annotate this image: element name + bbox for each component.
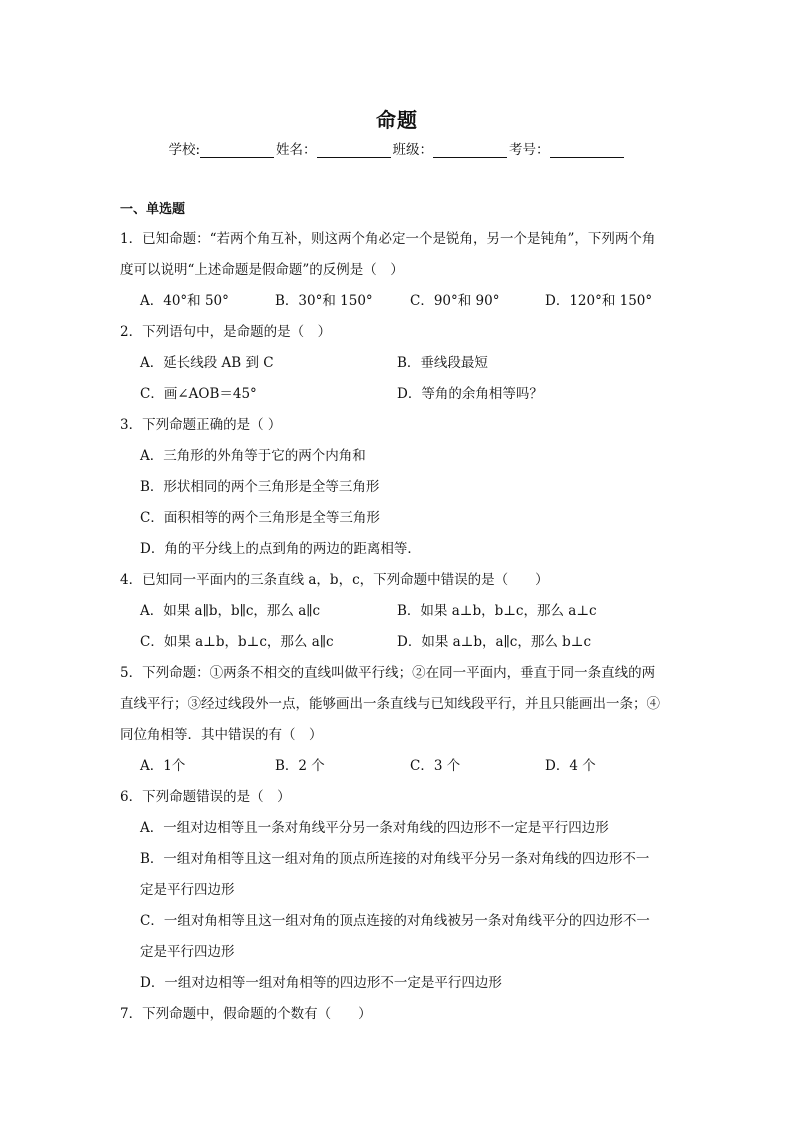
name-blank[interactable]: [317, 143, 391, 158]
q5-option-b[interactable]: B．2 个: [275, 758, 325, 774]
q1-option-d[interactable]: D．120°和 150°: [545, 293, 653, 309]
q5-option-a[interactable]: A．1个: [140, 758, 186, 774]
section-heading: 一、单选题: [120, 202, 186, 217]
q4-stem: 4．已知同一平面内的三条直线 a，b，c，下列命题中错误的是（ ）: [120, 572, 549, 588]
q1-option-b[interactable]: B．30°和 150°: [275, 293, 373, 309]
number-field[interactable]: [509, 138, 626, 158]
q4-option-b[interactable]: B．如果 a⊥b，b⊥c，那么 a⊥c: [397, 603, 597, 619]
q1-option-c[interactable]: C．90°和 90°: [410, 293, 500, 309]
q6-option-b-cont: 定是平行四边形: [140, 882, 235, 898]
q3-stem: 3．下列命题正确的是（ ）: [120, 417, 282, 433]
q3-option-a[interactable]: A．三角形的外角等于它的两个内角和: [140, 448, 366, 464]
q2-options-row1: [120, 348, 680, 379]
q5-stem-line3: 同位角相等．其中错误的有（ ）: [120, 727, 323, 743]
class-blank[interactable]: [433, 143, 507, 158]
q6-option-c-cont: 定是平行四边形: [140, 944, 235, 960]
q1-stem-line1: 1．已知命题：“若两个角互补，则这两个角必定一个是锐角，另一个是钝角”，下列两个角: [120, 231, 656, 247]
questions: [120, 196, 680, 1030]
q6-option-d[interactable]: D．一组对边相等一组对角相等的四边形不一定是平行四边形: [140, 975, 502, 991]
q4-option-c[interactable]: C．如果 a⊥b，b⊥c，那么 a∥c: [140, 634, 334, 650]
q2-option-b[interactable]: B．垂线段最短: [397, 355, 488, 371]
q6-option-a[interactable]: A．一组对边相等且一条对角线平分另一条对角线的四边形不一定是平行四边形: [140, 820, 609, 836]
name-field[interactable]: [276, 138, 393, 158]
number-blank[interactable]: [550, 143, 624, 158]
q2-option-a[interactable]: A．延长线段 AB 到 C: [140, 355, 274, 371]
q2-options-row2: [120, 379, 680, 410]
q3-option-c[interactable]: C．面积相等的两个三角形是全等三角形: [140, 510, 380, 526]
q2-option-c[interactable]: C．画∠AOB＝45°: [140, 386, 257, 402]
q3-option-d[interactable]: D．角的平分线上的点到角的两边的距离相等．: [140, 541, 421, 557]
q1-stem-line2: 度可以说明“上述命题是假命题”的反例是（ ）: [120, 262, 404, 278]
q6-option-c[interactable]: C．一组对角相等且这一组对角的顶点连接的对角线被另一条对角线平分的四边形不一: [140, 913, 650, 929]
student-info-row: [0, 138, 794, 158]
q7-stem: 7．下列命题中，假命题的个数有（ ）: [120, 1006, 372, 1022]
q2-stem: 2．下列语句中，是命题的是（ ）: [120, 324, 332, 340]
q4-option-d[interactable]: D．如果 a⊥b，a∥c，那么 b⊥c: [397, 634, 592, 650]
q5-option-d[interactable]: D．4 个: [545, 758, 596, 774]
school-field[interactable]: [168, 138, 276, 158]
q5-stem-line2: 直线平行；③经过线段外一点，能够画出一条直线与已知线段平行，并且只能画出一条；④: [120, 696, 660, 712]
name-label: 姓名：: [276, 142, 317, 158]
school-blank[interactable]: [200, 143, 274, 158]
q6-option-b[interactable]: B．一组对角相等且这一组对角的顶点所连接的对角线平分另一条对角线的四边形不一: [140, 851, 650, 867]
q5-options: [120, 751, 680, 782]
page-title: 命题: [376, 108, 418, 132]
class-field[interactable]: [393, 138, 510, 158]
q4-options-row2: [120, 627, 680, 658]
q5-option-c[interactable]: C．3 个: [410, 758, 461, 774]
q1-options: [120, 286, 680, 317]
q4-option-a[interactable]: A．如果 a∥b，b∥c，那么 a∥c: [140, 603, 321, 619]
school-label: 学校:: [168, 142, 201, 158]
q1-option-a[interactable]: A．40°和 50°: [140, 293, 229, 309]
class-label: 班级：: [392, 142, 434, 158]
q3-option-b[interactable]: B．形状相同的两个三角形是全等三角形: [140, 479, 380, 495]
q2-option-d[interactable]: D．等角的余角相等吗？: [397, 386, 543, 402]
q5-stem-line1: 5．下列命题：①两条不相交的直线叫做平行线；②在同一平面内，垂直于同一条直线的两: [120, 665, 656, 681]
number-label: 考号：: [509, 142, 550, 158]
q4-options-row1: [120, 596, 680, 627]
q6-stem: 6．下列命题错误的是（ ）: [120, 789, 291, 805]
